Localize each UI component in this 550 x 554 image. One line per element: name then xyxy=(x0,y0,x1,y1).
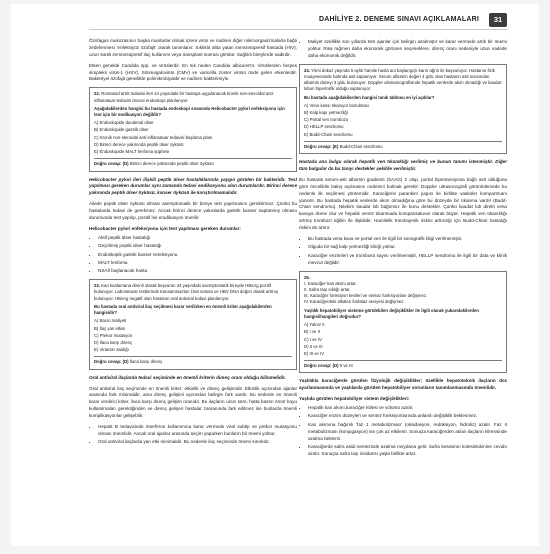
answer-text: İlaca karşı direnç xyxy=(129,359,163,365)
question-box-22 xyxy=(89,87,297,171)
list-item: • Karaciğerde safra asidi sentezinde azalma meydana gelir. Safra kesesinin kolesistokinine cevabı azalır. Sonuçta safra taşı insidansı yaşla birlikte artar. xyxy=(308,444,507,458)
question-box-23 xyxy=(89,279,297,369)
roman-statement: III. Karaciğer fonksiyon testleri ve sentez fonksiyonları değişmez. xyxy=(304,293,428,299)
list-item: • NSAİİ başlanacak hasta xyxy=(98,268,297,275)
option: D) Birinci derece yakınında peptik ülser öyküsü xyxy=(94,141,184,147)
roman-statement: II. Safra taşı sıklığı artar. xyxy=(304,286,351,292)
answer-row xyxy=(94,158,292,167)
option: C) Portal ven trombozu xyxy=(304,117,349,123)
answer-label: Doğru cevap: (D) xyxy=(94,359,129,365)
option: D) HELLP sendromu xyxy=(304,124,344,130)
question-stem: Yaşlılık hepatobiliyer sisteme görülebilen değişiklikler ile ilgili olarak yukarıdakilerden hangisi/hangileri doğrudur? xyxy=(304,307,480,319)
roman-statement: IV. Karaciğerdeki alkalen fosfataz seviyesi değişmez. xyxy=(304,299,405,305)
option: A) Veno kassı tıkanıyor bozulması xyxy=(304,102,369,108)
question-intro: Kan kanlamana direnli olarak başvuran 44 yaşındaki asemptomatik bireyde HBsAg pozitif bulunuyor. Laboratuvar testlerinde transaminazları Ürat sürüsü ve HBV DNA değeri olarak artmış bulunuyor. HBsAg negatif olan hastanın oral antiviral tedavi planlanıyor. xyxy=(94,283,278,301)
question-number: 22. xyxy=(94,91,100,97)
list-item: • Geçirilmiş peptik ülser hastalığı xyxy=(98,243,297,250)
list-item: • Olguda bir sağ kalp yetmezliği klinği yoktur. xyxy=(308,244,507,251)
page-number: 31 xyxy=(489,13,507,27)
list-item: • Kan akımına bağımlı 'faz 1 metabolizması' (oksidasyon, redüksiyon, hidroliz) azalır. Faz II metabolizması (konjugasyon) ise çok az etkilenir. Sonuçta karaciğerden atılan ilaçların klirensinde azalma beklenir. xyxy=(308,422,507,443)
list-heading: Helicobacter pylori enfeksiyonu için test yapılması gereken durumlar: xyxy=(89,225,241,231)
list-item: • MALT lenfoma xyxy=(98,260,297,267)
option: C) Kronik non-steroidal anti-inflamatuar tedavisi başlama planı xyxy=(94,134,213,140)
option: B) Kalp kapı yetmezliği xyxy=(304,109,348,115)
answer-row xyxy=(94,356,292,365)
answer-row xyxy=(304,141,502,150)
paragraph: Ailede peptik ülser öyküsü olması asemptomatik bir bireye test yapılmasını gerektirmez. Çünkü bu hastalarda tedavi de gerekmez. Ancak birinci derece yakınlarda gastrik kanser saptanmış olmasıı durumunda test yapılıp, pozitif ise eradikasyon önerilir. xyxy=(89,201,297,220)
header-title: DAHİLİYE 2. DENEME SINAVI AÇIKLAMALARI xyxy=(318,16,479,23)
paragraph: Hastada ana bulgu olarak hepatik ven tıkanıklığı verilmiş ve bunun tanımı istenmiştir. Diğer tüm bulgular da bu tanıyı destekler şekilde verilmiştir. xyxy=(299,159,507,171)
list-item: • Karaciğer enzimleri ve trombosit sayısı verilmemiştir, HELLP sendromu ile ilgili bir data ve klinik mevcut değildir. xyxy=(308,253,507,267)
question-intro: Romatoid artrit tedavisi ileri 44 yaşındaki bir hastaya uygulanacak kronik non-steroidal anti-inflamatuar tedavisi öncesi endoskopi planlanıyor. xyxy=(94,91,275,103)
roman-statement: I. Karaciğer kan akımı artar. xyxy=(304,280,357,286)
paragraph: Yaşlılıkla karaciğerde görülen fizyolojik değişiklikler; özellikle hepatotoksik ilaçların doz ayarlanmasında ve yaşlılarda görülen hepatobiliyer sorunların tanımlanmasında önemlidir. xyxy=(299,378,507,391)
question-number: 24. xyxy=(304,67,310,73)
list-item: • Hepatit B tedavisinde interferon kullanımına karar vermede viral subtip ve prekor mutasyonu olması önemlidir. Ancak oral ajanlar arasında seçim yaparken bunların bir önemi yoktur. xyxy=(98,424,297,438)
option: B) I ve II xyxy=(304,329,320,335)
option: C) Prekor mutasyon xyxy=(94,332,133,338)
bullet-list xyxy=(89,424,297,446)
paragraph: Özofagus mukozasının başka mantarlar olmak üzere virüs ve nadiren diğer mikroorganizmalarla bağlı zedelenmesi 'enfeksiyöz özofajit' olarak tanımlanır. Sıklıkla altta yatan immünsüpresif hastada (HIV), uzun süreli immünsüpresif ilaç kullanımı veya transplant sonrası görülür. Sağlıklı bireylerde nadirdir. xyxy=(89,38,297,57)
answer-text: Budd-Chiari sendromu xyxy=(339,143,383,149)
paragraph: Etken genelde Candida spp. ve virüslerdir. En sık neden Candida albicans'tır. Virüslerden herpes simpleks virüs-1 (HSV), Sitomegalovirüs (CMV) ve varicella zoster virüsü önde gelen etkenlerdir. Bakteriyel özofajit genellikle polimikrobiyaldir ve nadiren bakterimiyle. xyxy=(89,62,297,82)
question-number: 25. xyxy=(304,274,310,280)
option: E) Viraüsin saldığı xyxy=(94,347,129,353)
question-stem: Bu hastada oral antiviral ilaç seçilmesi karar verilirken en önemli kriter aşağıdakilerden hangisidir? xyxy=(94,303,272,316)
answer-label: Doğru cevap: (E) xyxy=(304,143,339,149)
question-box-25 xyxy=(299,271,507,374)
paragraph: Bu hastada serum-asit albümin gradienti (SAAG) 2 olup, portal hipertansiyona bağlı asit olduğuna göre önceliklle bakış açılmasını nedenini bulmak gerekir. Doppler ultrasonografi görüntülemede bu nedenle ilk seçilmesi yöntemidir. Karaciğerin parankim yapısı ile birlikte vasküler kompartmanı yansıtır. Bu hastada hepatik venlerde akım olmadığına göre bu düzeyde bir tıkanma vardır (Budd-Chiari sendromu). Nitekim kaudat lob bağımsız ile bunu destekler. Çünkü kaudat lob direkt vena kavaya drene olur ve hepatik venöz tıkanmada kompansatuvar olarak büyür. Hepatik ven tıkanıklığı artmış trombozi eğilim ile ilişkilidir. Hamilelik trombojenik riskini arttırdığı için Budd-Chiari hastalığı riskini de artırır. xyxy=(299,176,507,231)
question-intro: Yirmi dokuz yaşında 5 aylık hamile hasta ani başlangıçlı karın ağrılı ile başvuruyor. Hastanın fizik muayenesinde batında asit saptanıyor. Serum albümin değeri 4 g/dL olan hastanın asit sıvısından albümin düzeyi 3 g/dL bulunuyor. Doppler ultrasonografisinde hepatik venlerde akım olmadığı ve kaudat lobun hipertrofik olduğu saptanıyor. xyxy=(304,67,502,92)
option: A) Yalnız II xyxy=(304,322,325,328)
bullet-list xyxy=(299,39,507,60)
list-item: • Bu hastada vena kava ve portal ven ile ilgili bir sonografik bilgi verilmemiştir. xyxy=(308,236,507,243)
paragraph: Oral antiviral ilaçlarda tedavi seçiminde en önemli kriterin direnç oranı olduğu bilinmelidir. xyxy=(89,374,286,380)
list-item: • Hepatik kan akımı,karaciğer kitlesi ve volümü azalır. xyxy=(308,405,507,412)
option: E) Budd-Chiari sendromu xyxy=(304,131,353,137)
answer-text: II ve III xyxy=(339,363,353,369)
list-item: • Oral antiviral ilaçlarda yan etki minimaldir. Bu nedenle ilaç seçiminde önemi sınırlıdır. xyxy=(98,439,297,446)
option: C) I ve IV xyxy=(304,336,322,342)
answer-label: Doğru cevap: (D) xyxy=(94,161,129,167)
list-item: • Endoskopik gastrik kanser rezeksiyonu xyxy=(98,252,297,259)
list-heading: Yaşlıda görülen hepatobiliyer sistem değişiklikleri: xyxy=(299,396,410,402)
option: D) II ve III xyxy=(304,343,323,349)
option: E) Endoskopide MALT lenfoma şüphesi xyxy=(94,149,170,155)
option: D) İlaca karşı direnç xyxy=(94,339,133,345)
option: B) İlaç yan etkisi xyxy=(94,325,126,331)
option: E) III ve IV xyxy=(304,350,325,356)
question-box-24 xyxy=(299,64,507,154)
document-page xyxy=(11,4,539,546)
answer-label: Doğru cevap: (D) xyxy=(304,363,339,369)
option: A) Bacın maliyeti xyxy=(94,318,127,324)
page-header xyxy=(89,12,507,30)
left-column xyxy=(89,38,297,450)
bullet-list xyxy=(299,405,507,458)
answer-text: Birinci derece yakınında peptik ülser öyküsü xyxy=(129,161,214,167)
paragraph: Helicobacter pylori ileri ilişkili peptik ülser hastalıklarında yaygın görülen bir bakteridir. Test yapılması gereken durumlar aynı zamanda tedavi endikasyonu olan durumlardır. Birinci derece yakınında peptik ülser öyküsü, kanser öyküsü ile karıştırılmamalıdır. xyxy=(89,176,297,196)
list-item: • Aktif peptik ülser hastalığı xyxy=(98,235,297,242)
question-stem: Aşağıdakilerden hangisi bu hastada endoskopi sırasında Helicobacter pylori enfeksiyonu için test için bir endikasyon değildir? xyxy=(94,105,285,117)
bullet-list xyxy=(299,236,507,267)
paragraph: Oral antiviral ilaç seçiminde en önemli kriter; etkinlik ve direnç gelişimidir. Etkinlik açısından ajanlar arasında fark minimaldir, ama direnç gelişimi açısından belirgin fark vardır. Bu nedenle en önemli karar verdirici kriter, ilaca karşı direnç gelişim oranıdır. Bu ilaçların uzun süre, hatta bazen ömür boyu kullanılmaları gerektiğinden ve direnç gelişen hastalar zamanında fark edilmez ise bunlarda önemli komplikasyonlar gelişebilir. xyxy=(89,385,297,419)
option: B) Endoskopide gastrik ülser xyxy=(94,127,149,133)
bullet-list xyxy=(89,235,297,275)
answer-row xyxy=(304,360,502,369)
right-column xyxy=(299,38,507,462)
list-item: • Karaciğer enzim düzeyleri ve sentez fonksiyonlarında anlamlı değişiklik beklenmez. xyxy=(308,413,507,420)
option: A) Endoskopide duodenal ülser xyxy=(94,120,154,126)
question-stem: Bu hastada aşağıdakilerden hangisi tanık tablosu en iyi açıklar? xyxy=(304,94,435,100)
list-item: • Maliyet özellikle son yıllarda tüm ajanlar için belirgin azalmıştır ve karar vermede artık bir önemi yoktur. Risa rağmen daha ekonomik görünen seçeneklere, direnç oranı nedeniyle uzun vadede daha ekonomik değildir. xyxy=(308,39,507,60)
question-number: 23. xyxy=(94,283,100,289)
